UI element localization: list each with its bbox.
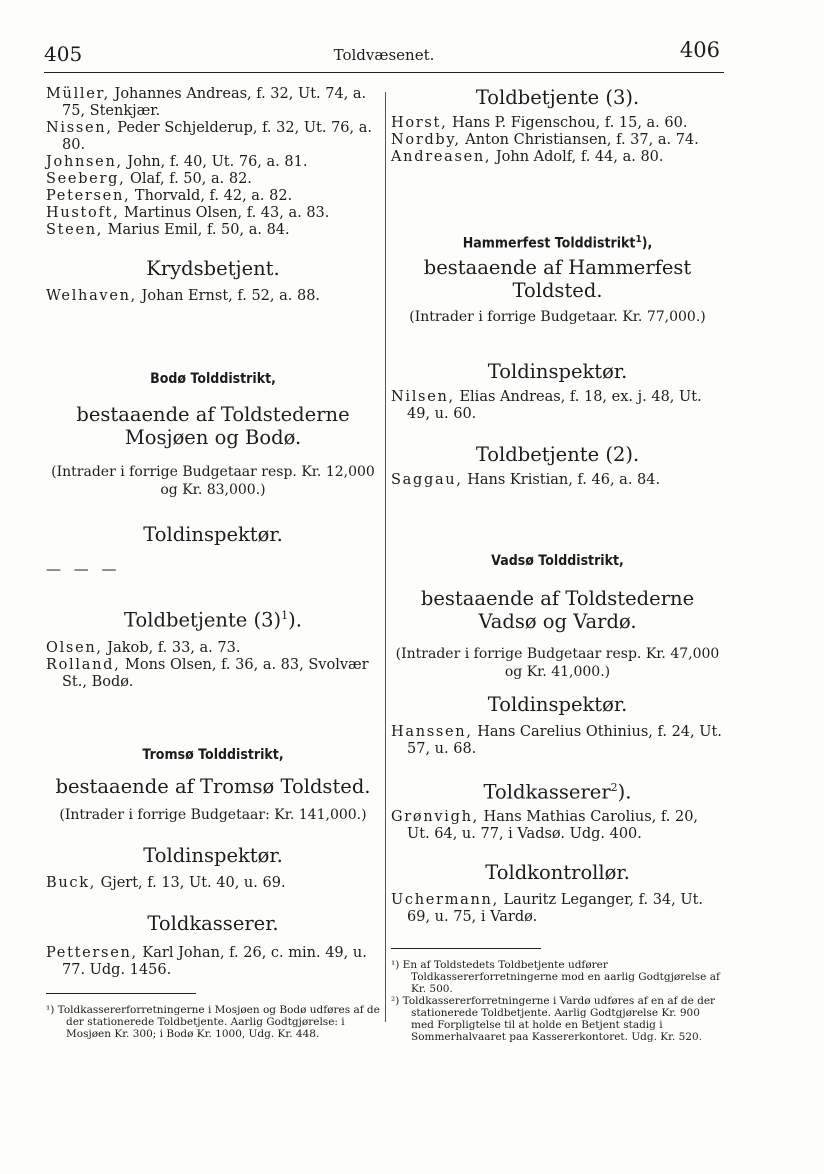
page-header [44, 38, 724, 74]
person-details: Hans Mathias Carolius, f. 20, Ut. 64, u. 77, i Vadsø. Udg. 400. [407, 809, 699, 843]
person-details: Karl Johan, f. 26, c. min. 49, u. 77. Udg. 1456. [62, 944, 367, 978]
left-column [46, 86, 380, 1040]
person-details: Johannes Andreas, f. 32, Ut. 74, a. 75, Stenkjær. [62, 86, 367, 119]
footnote-mark: ¹) [46, 1003, 55, 1016]
person-surname: Rolland, [46, 656, 121, 673]
person-details: Elias Andreas, f. 18, ex. j. 48, Ut. 49, u. 60. [407, 388, 702, 422]
footnote-mark: ¹) [391, 959, 400, 972]
person-surname: Grønvigh, [391, 809, 479, 826]
person-surname: Nissen, [46, 120, 113, 136]
person-surname: Hanssen, [391, 723, 473, 740]
footnote-ref: 1 [635, 234, 642, 245]
person-entry [391, 892, 724, 926]
footnote-text: Toldkassererforretningerne i Vardø udføres af en af de der stationerede Toldbetjente. Aarlig Godtgjørelse Kr. 900 med Forpligtelse til at holde en Betjent stadig i Sommerhalvaaret paa Kassererkontoret. Udg. Kr. 520. [402, 995, 716, 1044]
person-surname: Müller, [46, 86, 110, 102]
left-page-number: 405 [44, 42, 83, 66]
person-surname: Hustoft, [46, 205, 120, 221]
person-details: Anton Christiansen, f. 37, a. 74. [460, 132, 699, 148]
section-heading-inspektor: Toldinspektør. [487, 692, 628, 716]
person-details: Peder Schjelderup, f. 32, Ut. 76, a. 80. [62, 120, 373, 153]
person-entry [391, 115, 724, 132]
person-details: Johan Ernst, f. 52, a. 88. [136, 288, 321, 304]
person-entry [46, 171, 380, 188]
person-details: Olaf, f. 50, a. 82. [125, 171, 252, 187]
footnote-text: Toldkassererforretningerne i Mosjøen og Bodø udføres af de der stationerede Toldbetjente. Aarlig Godtgjørelse: i Mosjøen Kr. 300; i Bodø Kr. 1000, Udg. Kr. 448. [57, 1003, 380, 1040]
district-title-vadso: Vadsø Tolddistrikt, [491, 552, 624, 569]
person-entry [46, 188, 380, 205]
person-list [391, 115, 724, 166]
person-entry [46, 288, 380, 305]
person-details: Hans P. Figenschou, f. 15, a. 60. [447, 115, 688, 131]
person-entry [391, 809, 724, 843]
section-heading-kontrollor: Toldkontrollør. [485, 861, 630, 885]
person-details: Mons Olsen, f. 36, a. 83, Svolvær St., Bodø. [62, 656, 369, 690]
footnote [391, 995, 724, 1043]
district-revenue: (Intrader i forrige Budgetaar resp. Kr. 12,000 og Kr. 83,000.) [51, 464, 375, 498]
person-details: Thorvald, f. 42, a. 82. [130, 188, 293, 204]
person-surname: Welhaven, [46, 288, 137, 304]
footnote-ref: 2 [610, 780, 618, 794]
person-surname: Uchermann, [391, 892, 499, 909]
person-entry [46, 86, 380, 120]
person-entry [46, 222, 380, 239]
person-details: Hans Kristian, f. 46, a. 84. [462, 471, 661, 488]
section-heading-inspektor: Toldinspektør. [143, 843, 283, 867]
person-entry [46, 120, 380, 154]
section-heading-betjente: Toldbetjente (3). [475, 86, 640, 109]
right-page-number: 406 [679, 38, 720, 62]
person-details: Martinus Olsen, f. 43, a. 83. [119, 205, 330, 221]
section-heading-krydsbetjent: Krydsbetjent. [146, 257, 280, 280]
district-composition: bestaaende af Toldstederne Mosjøen og Bodø. [76, 403, 350, 449]
person-surname: Seeberg, [46, 171, 126, 187]
footnote-text: En af Toldstedets Toldbetjente udfører Toldkassererforretningerne mod en aarlig Godtgjørelse af Kr. 500. [402, 959, 720, 996]
person-entry [46, 657, 380, 691]
district-revenue: (Intrader i forrige Budgetaar. Kr. 77,000.) [409, 308, 706, 325]
district-title-bodo: Bodø Tolddistrikt, [150, 371, 276, 387]
person-entry [46, 205, 380, 222]
person-details: Jakob, f. 33, a. 73. [102, 639, 241, 656]
district-revenue: (Intrader i forrige Budgetaar resp. Kr. 47,000 og Kr. 41,000.) [395, 645, 720, 680]
person-details: Hans Carelius Othinius, f. 24, Ut. 57, u. 68. [407, 723, 722, 757]
person-list [46, 640, 380, 691]
person-entry [391, 724, 724, 758]
column-divider [385, 92, 386, 1022]
district-composition: bestaaende af Tromsø Toldsted. [55, 774, 371, 798]
person-entry [391, 132, 724, 149]
footnote [46, 1004, 380, 1040]
section-heading-betjente: Toldbetjente (2). [475, 442, 640, 466]
person-surname: Nordby, [391, 132, 461, 148]
person-surname: Petersen, [46, 188, 131, 204]
person-surname: Andreasen, [391, 149, 492, 165]
right-column [391, 86, 724, 1043]
district-composition: bestaaende af Hammerfest Toldsted. [423, 255, 692, 302]
section-heading-kasserer: Toldkasserer$^2$). [483, 780, 632, 804]
section-heading-inspektor: Toldinspektør. [487, 359, 628, 383]
district-composition: bestaaende af Toldstederne Vadsø og Vardø. [420, 586, 695, 633]
person-entry [46, 154, 380, 171]
footnote-mark: ²) [391, 995, 400, 1008]
person-surname: Buck, [46, 874, 97, 891]
person-entry [46, 945, 380, 979]
person-surname: Steen, [46, 222, 104, 238]
person-surname: Saggau, [391, 471, 463, 488]
section-heading-inspektor: Toldinspektør. [143, 523, 283, 546]
person-entry [391, 472, 724, 489]
district-revenue: (Intrader i forrige Budgetaar: Kr. 141,000.) [59, 806, 367, 823]
person-details: Lauritz Leganger, f. 34, Ut. 69, u. 75, i Vardø. [407, 892, 704, 926]
footnote-rule [391, 948, 541, 949]
person-details: John Adolf, f. 44, a. 80. [491, 149, 664, 165]
person-surname: Nilsen, [391, 388, 455, 405]
person-surname: Pettersen, [46, 944, 138, 961]
header-rule [44, 72, 724, 73]
footnote [391, 959, 724, 995]
person-details: Marius Emil, f. 50, a. 84. [103, 222, 290, 238]
vacant-dash: — — — [46, 560, 121, 578]
footnote-rule [46, 993, 196, 994]
person-entry [46, 875, 380, 892]
district-title-tromso: Tromsø Tolddistrikt, [142, 746, 284, 763]
person-surname: Olsen, [46, 639, 103, 656]
person-details: Gjert, f. 13, Ut. 40, u. 69. [96, 874, 286, 891]
section-heading-kasserer: Toldkasserer. [147, 911, 279, 935]
person-entry [46, 640, 380, 657]
person-entry [391, 149, 724, 166]
person-surname: Horst, [391, 115, 448, 131]
running-title: Toldvæsenet. [333, 46, 435, 64]
person-details: John, f. 40, Ut. 76, a. 81. [122, 154, 308, 170]
person-entry [391, 389, 724, 423]
person-list [46, 86, 380, 239]
person-surname: Johnsen, [46, 154, 123, 170]
section-heading-betjente: Toldbetjente $(3)^1$). [124, 608, 302, 632]
district-title-hammerfest: Hammerfest Tolddistrikt$^1$), [462, 234, 653, 252]
footnote-ref: 1 [281, 609, 289, 622]
